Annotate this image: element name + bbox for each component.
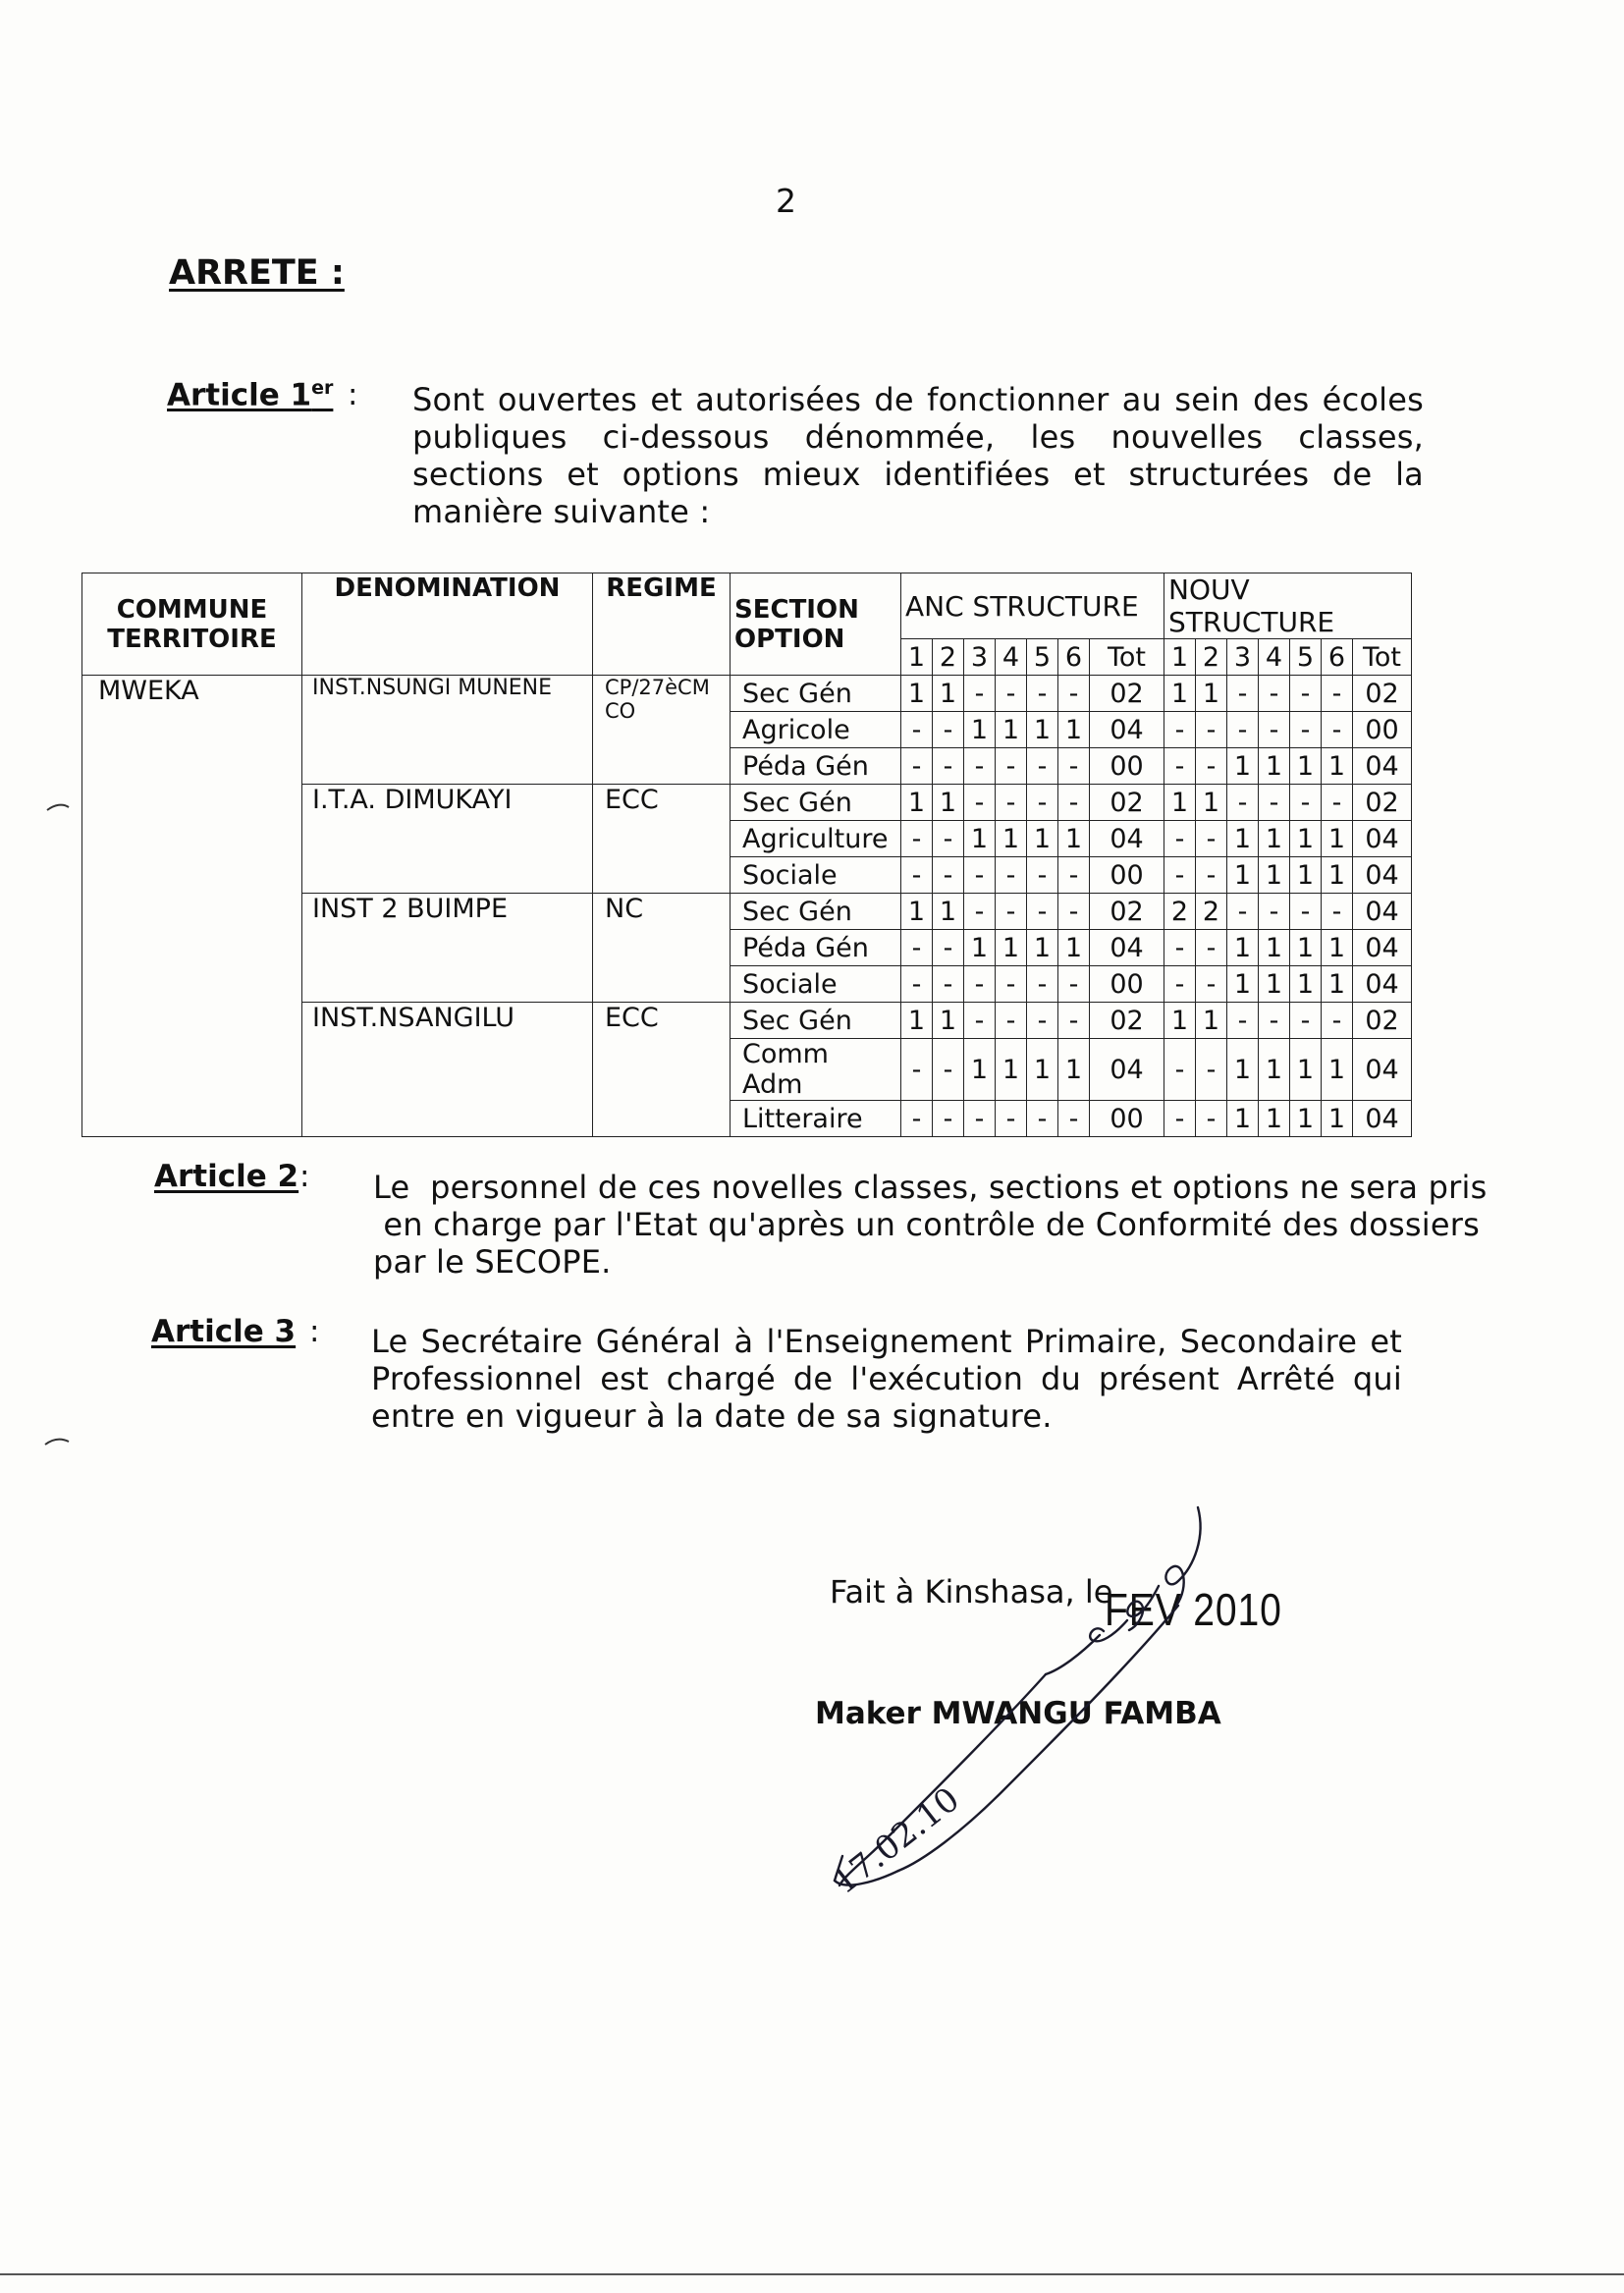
anc-level-cell: - [1058,894,1090,930]
nouv-level-cell: - [1164,930,1196,966]
nouv-level-cell: 1 [1196,676,1227,712]
anc-level-cell: - [964,785,996,821]
nouv-level-cell: - [1259,676,1290,712]
anc-level-cell: - [996,966,1027,1003]
anc-level-cell: 1 [901,1003,933,1039]
anc-level-cell: - [1027,1101,1058,1137]
article-2-text [373,1169,1488,1281]
nouv-level-cell: - [1322,676,1353,712]
anc-level-cell: - [964,1003,996,1039]
nouv-level-cell: 1 [1227,930,1259,966]
nouv-level-cell: 1 [1227,1039,1259,1101]
nouv-level-cell: - [1196,748,1227,785]
nouv-level-cell: 1 [1290,1101,1322,1137]
anc-level-cell: - [933,966,964,1003]
anc-level-cell: - [901,857,933,894]
nouv-level-cell: 1 [1227,966,1259,1003]
nouv-tot-cell: 02 [1353,1003,1412,1039]
nouv-level-cell: 1 [1227,857,1259,894]
anc-level-cell: - [901,1101,933,1137]
nouv-level-cell: - [1196,712,1227,748]
nouv-tot-cell: 04 [1353,930,1412,966]
nouv-level-cell: - [1227,676,1259,712]
anc-level-cell: 1 [1027,712,1058,748]
anc-level-cell: - [1058,1003,1090,1039]
article-2-line: par le SECOPE. [373,1243,612,1281]
article-3-label: Article 3 [151,1314,297,1349]
anc-level-cell: - [1058,676,1090,712]
nouv-level-cell: - [1196,821,1227,857]
anc-tot-cell: 00 [1090,857,1164,894]
nouv-level-cell: - [1290,785,1322,821]
nouv-tot-cell: 04 [1353,821,1412,857]
article-2-line: Le personnel de ces novelles classes, sections et options ne sera pris [373,1169,1488,1206]
nouv-level-cell: 1 [1290,966,1322,1003]
denomination-cell: INST.NSUNGI MUNENE [302,676,593,785]
anc-level-cell: - [933,930,964,966]
anc-level-cell: - [996,1003,1027,1039]
anc-level-cell: 1 [933,894,964,930]
nouv-level-cell: 1 [1196,785,1227,821]
nouv-level-cell: - [1322,712,1353,748]
nouv-level-cell: 1 [1259,1039,1290,1101]
anc-level-cell: - [901,966,933,1003]
anc-level-cell: 1 [1058,712,1090,748]
anc-level-cell: - [1058,748,1090,785]
signature-place: Fait à Kinshasa, le [830,1573,1113,1611]
nouv-level-cell: - [1164,1039,1196,1101]
anc-level-cell: - [901,930,933,966]
anc-level-cell: - [933,748,964,785]
nouv-level-header: 5 [1290,639,1322,676]
section-cell: Agricole [731,712,901,748]
anc-level-cell: - [996,676,1027,712]
section-cell: Sociale [731,966,901,1003]
anc-level-cell: - [933,857,964,894]
article-1-label-sup: er [311,377,334,399]
nouv-level-cell: 1 [1259,1101,1290,1137]
anc-level-cell: - [1027,894,1058,930]
table-row [82,676,1412,712]
nouv-level-header: 2 [1196,639,1227,676]
nouv-level-cell: 1 [1290,821,1322,857]
anc-level-cell: - [1058,1101,1090,1137]
nouv-level-cell: - [1196,857,1227,894]
nouv-level-cell: 1 [1227,1101,1259,1137]
anc-tot-cell: 04 [1090,712,1164,748]
nouv-tot-cell: 00 [1353,712,1412,748]
anc-level-cell: - [1058,966,1090,1003]
anc-level-cell: - [1027,1003,1058,1039]
anc-level-cell: - [901,712,933,748]
anc-level-cell: 1 [996,930,1027,966]
nouv-level-cell: - [1164,1101,1196,1137]
nouv-level-cell: - [1290,712,1322,748]
nouv-level-cell: - [1259,1003,1290,1039]
section-cell: Péda Gén [731,748,901,785]
regime-cell: ECC [593,1003,731,1137]
anc-tot-cell: 04 [1090,1039,1164,1101]
nouv-level-cell: 1 [1259,966,1290,1003]
anc-level-cell: 1 [1027,1039,1058,1101]
nouv-level-cell: - [1164,857,1196,894]
nouv-tot-cell: 04 [1353,894,1412,930]
nouv-level-cell: 1 [1196,1003,1227,1039]
commune-cell: MWEKA [82,676,302,1137]
denomination-cell: I.T.A. DIMUKAYI [302,785,593,894]
nouv-tot-cell: 04 [1353,966,1412,1003]
anc-level-cell: - [1058,857,1090,894]
nouv-level-header: 6 [1322,639,1353,676]
nouv-level-cell: 1 [1322,748,1353,785]
nouv-level-cell: 1 [1290,930,1322,966]
header-anc-structure: ANC STRUCTURE [901,573,1164,639]
section-cell: Sec Gén [731,894,901,930]
nouv-level-cell: 1 [1322,930,1353,966]
anc-level-cell: - [933,821,964,857]
anc-level-cell: 1 [964,930,996,966]
signatory-name: Maker MWANGU FAMBA [815,1696,1221,1731]
anc-tot-cell: 04 [1090,821,1164,857]
anc-level-header: 2 [933,639,964,676]
nouv-level-cell: 1 [1259,930,1290,966]
regime-cell: NC [593,894,731,1003]
anc-level-cell: - [901,821,933,857]
nouv-level-cell: 1 [1259,857,1290,894]
article-3-colon: : [309,1314,320,1349]
document-title: ARRETE : [169,253,345,293]
article-1-label [167,377,333,412]
section-cell: Comm Adm [731,1039,901,1101]
nouv-level-cell: - [1227,1003,1259,1039]
denomination-cell: INST.NSANGILU [302,1003,593,1137]
anc-level-header: 4 [996,639,1027,676]
nouv-level-cell: 2 [1164,894,1196,930]
article-1-colon: : [348,377,358,412]
anc-level-cell: 1 [933,676,964,712]
nouv-level-cell: - [1227,712,1259,748]
anc-level-cell: - [964,1101,996,1137]
nouv-level-cell: 1 [1322,821,1353,857]
nouv-level-cell: - [1290,894,1322,930]
anc-level-cell: - [1027,676,1058,712]
anc-level-cell: - [1027,785,1058,821]
anc-level-cell: 1 [901,676,933,712]
anc-level-cell: 1 [964,712,996,748]
nouv-level-cell: - [1290,1003,1322,1039]
nouv-level-cell: 1 [1322,966,1353,1003]
nouv-tot-cell: 04 [1353,748,1412,785]
anc-level-cell: - [996,894,1027,930]
anc-level-cell: 1 [964,821,996,857]
nouv-level-cell: - [1196,1039,1227,1101]
section-cell: Sec Gén [731,676,901,712]
section-cell: Agriculture [731,821,901,857]
anc-level-header: 3 [964,639,996,676]
section-cell: Litteraire [731,1101,901,1137]
article-2-label: Article 2 [154,1159,299,1194]
nouv-level-cell: - [1164,821,1196,857]
nouv-tot-header: Tot [1353,639,1412,676]
nouv-level-cell: - [1196,930,1227,966]
anc-level-cell: - [964,857,996,894]
header-section: SECTION OPTION [731,573,901,676]
anc-level-cell: - [964,894,996,930]
article-2-colon: : [299,1159,310,1194]
regime-cell: CP/27èCM CO [593,676,731,785]
anc-level-cell: - [996,857,1027,894]
anc-level-cell: 1 [996,1039,1027,1101]
article-1-text: Sont ouvertes et autorisées de fonctionner au sein des écoles publiques ci-dessous dénommée, les nouvelles classes, sections et options mieux identifiées et structurées de la manière suivante : [412,381,1424,530]
header-regime: REGIME [593,573,731,676]
nouv-level-cell: 1 [1164,785,1196,821]
nouv-level-cell: - [1227,785,1259,821]
anc-tot-cell: 02 [1090,785,1164,821]
nouv-level-cell: 1 [1227,748,1259,785]
nouv-level-cell: - [1259,785,1290,821]
nouv-tot-cell: 02 [1353,785,1412,821]
section-cell: Sec Gén [731,1003,901,1039]
header-commune: COMMUNE TERRITOIRE [82,573,302,676]
nouv-level-cell: - [1259,894,1290,930]
nouv-level-header: 4 [1259,639,1290,676]
anc-level-cell: 1 [1058,930,1090,966]
nouv-level-cell: - [1322,894,1353,930]
anc-level-cell: - [1027,966,1058,1003]
anc-level-cell: - [996,1101,1027,1137]
nouv-level-header: 3 [1227,639,1259,676]
nouv-level-cell: - [1290,676,1322,712]
nouv-level-cell: 1 [1290,857,1322,894]
anc-level-cell: 1 [933,785,964,821]
anc-level-cell: 1 [901,785,933,821]
anc-level-cell: 1 [933,1003,964,1039]
bottom-rule [0,2273,1624,2275]
section-cell: Péda Gén [731,930,901,966]
handwritten-date: 17.02.10 [825,1779,967,1903]
nouv-level-cell: - [1227,894,1259,930]
nouv-level-cell: 1 [1164,676,1196,712]
nouv-tot-cell: 04 [1353,1101,1412,1137]
nouv-level-cell: - [1196,966,1227,1003]
anc-tot-cell: 02 [1090,894,1164,930]
anc-level-cell: - [996,785,1027,821]
nouv-level-cell: 1 [1322,857,1353,894]
anc-level-cell: 1 [964,1039,996,1101]
anc-tot-cell: 00 [1090,966,1164,1003]
anc-level-cell: 1 [901,894,933,930]
anc-level-cell: - [996,748,1027,785]
nouv-level-cell: 1 [1259,748,1290,785]
nouv-level-cell: 1 [1164,1003,1196,1039]
anc-level-cell: - [901,748,933,785]
table-body [82,676,1412,1137]
anc-tot-cell: 02 [1090,676,1164,712]
anc-level-cell: - [933,1101,964,1137]
table-header-row-1 [82,573,1412,639]
article-2-line: en charge par l'Etat qu'après un contrôle de Conformité des dossiers [373,1206,1480,1243]
header-denomination: DENOMINATION [302,573,593,676]
nouv-level-cell: 1 [1322,1039,1353,1101]
anc-level-header: 5 [1027,639,1058,676]
anc-level-cell: - [964,966,996,1003]
anc-level-cell: - [933,1039,964,1101]
anc-level-cell: - [964,748,996,785]
anc-level-cell: 1 [996,821,1027,857]
anc-level-cell: 1 [1058,1039,1090,1101]
header-nouv-structure: NOUV STRUCTURE [1164,573,1412,639]
article-3-text: Le Secrétaire Général à l'Enseignement Primaire, Secondaire et Professionnel est chargé de l'exécution du présent Arrêté qui entre en vigueur à la date de sa signature. [371,1323,1402,1435]
page-number: 2 [776,182,796,220]
section-cell: Sec Gén [731,785,901,821]
nouv-level-cell: - [1164,712,1196,748]
anc-level-cell: - [901,1039,933,1101]
article-1-label-text: Article 1 [167,377,312,413]
denomination-cell: INST 2 BUIMPE [302,894,593,1003]
nouv-level-cell: 1 [1290,748,1322,785]
nouv-level-cell: - [1322,1003,1353,1039]
anc-level-header: 1 [901,639,933,676]
anc-level-cell: - [933,712,964,748]
anc-level-cell: - [1027,857,1058,894]
anc-tot-cell: 00 [1090,748,1164,785]
anc-level-cell: - [1027,748,1058,785]
nouv-level-cell: - [1322,785,1353,821]
nouv-tot-cell: 04 [1353,1039,1412,1101]
anc-tot-cell: 00 [1090,1101,1164,1137]
nouv-level-header: 1 [1164,639,1196,676]
schools-structure-table [81,573,1412,1137]
anc-tot-cell: 02 [1090,1003,1164,1039]
anc-level-cell: - [964,676,996,712]
anc-level-cell: 1 [1058,821,1090,857]
date-stamp: FEV 2010 [1105,1584,1282,1635]
anc-level-cell: 1 [1027,821,1058,857]
nouv-level-cell: 2 [1196,894,1227,930]
nouv-level-cell: 1 [1290,1039,1322,1101]
section-cell: Sociale [731,857,901,894]
nouv-level-cell: - [1259,712,1290,748]
anc-tot-cell: 04 [1090,930,1164,966]
nouv-level-cell: 1 [1227,821,1259,857]
anc-level-cell: 1 [996,712,1027,748]
nouv-tot-cell: 04 [1353,857,1412,894]
nouv-level-cell: - [1164,748,1196,785]
nouv-level-cell: - [1196,1101,1227,1137]
anc-level-cell: 1 [1027,930,1058,966]
anc-level-header: 6 [1058,639,1090,676]
nouv-level-cell: 1 [1259,821,1290,857]
nouv-tot-cell: 02 [1353,676,1412,712]
nouv-level-cell: 1 [1322,1101,1353,1137]
nouv-level-cell: - [1164,966,1196,1003]
handwritten-signature [805,1498,1355,1920]
anc-tot-header: Tot [1090,639,1164,676]
anc-level-cell: - [1058,785,1090,821]
regime-cell: ECC [593,785,731,894]
